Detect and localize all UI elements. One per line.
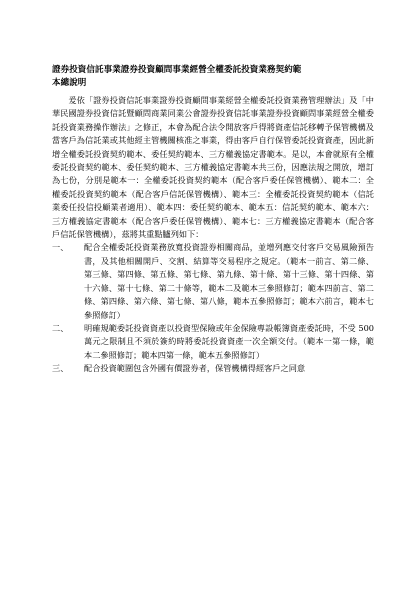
list-item-number: 三、	[52, 363, 69, 374]
title-line-2: 本總說明	[52, 78, 87, 88]
document-page	[52, 64, 374, 376]
list-item-text: 配合投資範圍包含外國有價證券者，保管機構得經客戶之同意	[84, 363, 306, 374]
title-line-1: 證券投資信託事業證券投資顧問事業經營全權委託投資業務契約範	[52, 65, 302, 75]
list-item	[52, 322, 374, 362]
intro-paragraph: 爰依「證券投資信託事業證券投資顧問事業經營全權委託投資業務管理辦法」及「中華民國證券投資信託暨顧問商業同業公會證券投資信託事業證券投資顧問事業經營全權委託投資業務操作辦法」之修正，本會為配合法令開放客戶得將資產信託移轉予保管機構及當客戶為信託業或其他經主管機關核准之事業，得由客戶自行保管委託投資資產，因此新增全權委託投資契約範本、委任契約範本、三方權義協定書範本。是以，本會就原有全權委託投資契約範本、委任契約範本、三方權義協定書範本共三份，因應法規之開放，增訂為七份，分別是範本一：全權委託投資契約範本（配合客戶委任保管機構）、範本二：全權委託投資契約範本（配合客戶信託保管機構）、範本三：全權委託投資契約範本（信託業委任投信投顧業者適用）、範本四：委任契約範本、範本五：信託契約範本、範本六：三方權義協定書範本（配合客戶委任保管機構）、範本七：三方權義協定書範本（配合客戶信託保管機構），茲將其重點臚列如下：	[52, 95, 374, 240]
list-item-number: 一、	[52, 242, 69, 253]
list-item-text: 明確規範委託投資資產以投資型保險或年金保險專設帳簿資產委託時，不受 500 萬元之限制且不須於簽約時將委託投資資產一次全額交付。（範本一第一條，範本二參照修訂；範本四第一條，範本五參照修訂）	[84, 322, 374, 360]
list-item	[52, 241, 374, 321]
list-item-number: 二、	[52, 322, 69, 333]
document-title	[52, 64, 374, 90]
list-item-text: 配合全權委託投資業務放寬投資證券相關商品，並增列應交付客戶交易風險預告書，及其他相關開戶、交割、結算等交易程序之規定。（範本一前言、第二條、第三條、第四條、第五條、第七條、第九條、第十條、第十三條、第十四條、第十六條、第十七條、第二十條等，範本二及範本三參照修訂；範本四前言、第二條、第四條、第六條、第七條、第八條，範本五參照修訂；範本六前言，範本七參照修訂）	[84, 242, 374, 320]
list-item	[52, 362, 374, 375]
